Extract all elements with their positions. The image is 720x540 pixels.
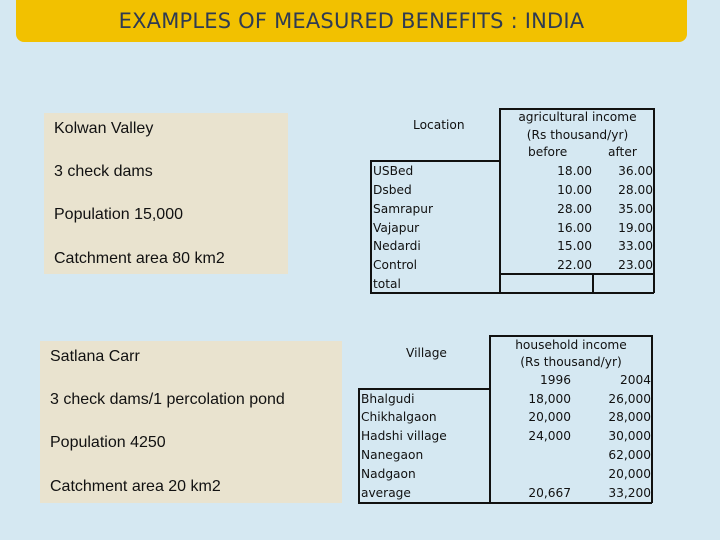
table-row-location: Nedardi	[373, 239, 421, 253]
table-row-location: total	[373, 277, 401, 291]
table-cell-before: 22.00	[557, 258, 592, 272]
table-border	[370, 160, 372, 293]
table-cell-after: 33.00	[618, 239, 653, 253]
table-row-village: average	[361, 486, 411, 500]
satlana-name: Satlana Carr	[50, 348, 140, 365]
table-cell-2004: 20,000	[608, 467, 651, 481]
col-year2-header: 2004	[619, 373, 651, 387]
table-row-village: Hadshi village	[361, 429, 447, 443]
table-row-village: Chikhalgaon	[361, 410, 437, 424]
col-income-header-1: household income	[515, 338, 627, 352]
table-border	[499, 273, 654, 275]
col-income-header-1: agricultural income	[518, 110, 637, 124]
table-cell-before: 16.00	[557, 221, 592, 235]
table-row-location: Dsbed	[373, 183, 412, 197]
kolwan-info-box	[44, 113, 288, 274]
table-border	[499, 108, 654, 110]
table-cell-1996: 18,000	[528, 392, 571, 406]
table-border	[499, 108, 501, 293]
table-cell-after: 35.00	[618, 202, 653, 216]
satlana-dams: 3 check dams/1 percolation pond	[50, 391, 285, 408]
table-border	[358, 388, 360, 503]
satlana-info-box	[40, 341, 342, 503]
table-cell-1996: 20,667	[528, 486, 571, 500]
kolwan-catchment: Catchment area 80 km2	[54, 250, 225, 267]
table-row-location: Control	[373, 258, 418, 272]
table-cell-after: 19.00	[618, 221, 653, 235]
col-location-header: Location	[413, 118, 465, 132]
col-village-header: Village	[406, 346, 447, 360]
kolwan-population: Population 15,000	[54, 206, 183, 223]
kolwan-dams: 3 check dams	[54, 163, 153, 180]
col-year1-header: 1996	[539, 373, 571, 387]
col-income-header-2: (Rs thousand/yr)	[526, 128, 629, 142]
table-cell-before: 10.00	[557, 183, 592, 197]
table-row-location: USBed	[373, 164, 414, 178]
table-cell-2004: 26,000	[608, 392, 651, 406]
table-cell-2004: 62,000	[608, 448, 651, 462]
satlana-population: Population 4250	[50, 434, 166, 451]
table-row-location: Samrapur	[373, 202, 434, 216]
table-cell-2004: 28,000	[608, 410, 651, 424]
page-title: EXAMPLES OF MEASURED BENEFITS : INDIA	[16, 0, 687, 42]
table-cell-before: 15.00	[557, 239, 592, 253]
satlana-catchment: Catchment area 20 km2	[50, 478, 221, 495]
table-cell-after: 28.00	[618, 183, 653, 197]
table-cell-before: 18.00	[557, 164, 592, 178]
table-border	[370, 160, 500, 162]
table-border	[489, 335, 491, 503]
table-row-village: Nanegaon	[361, 448, 424, 462]
table-cell-1996: 20,000	[528, 410, 571, 424]
kolwan-name: Kolwan Valley	[54, 120, 154, 137]
table-cell-after: 23.00	[618, 258, 653, 272]
table-row-location: Vajapur	[373, 221, 420, 235]
table-border	[489, 335, 652, 337]
table-border	[651, 335, 653, 503]
table-cell-2004: 30,000	[608, 429, 651, 443]
table-cell-2004: 33,200	[608, 486, 651, 500]
table-cell-1996: 24,000	[528, 429, 571, 443]
table-row-village: Nadgaon	[361, 467, 416, 481]
table-border	[358, 388, 490, 390]
col-before-header: before	[528, 145, 568, 159]
col-after-header: after	[608, 145, 637, 159]
col-income-header-2: (Rs thousand/yr)	[520, 355, 622, 369]
table-border	[653, 108, 655, 293]
table-row-village: Bhalgudi	[361, 392, 415, 406]
table-cell-before: 28.00	[557, 202, 592, 216]
table-border	[592, 273, 594, 293]
table-cell-after: 36.00	[618, 164, 653, 178]
table-border	[358, 502, 652, 504]
table-border	[370, 292, 654, 294]
